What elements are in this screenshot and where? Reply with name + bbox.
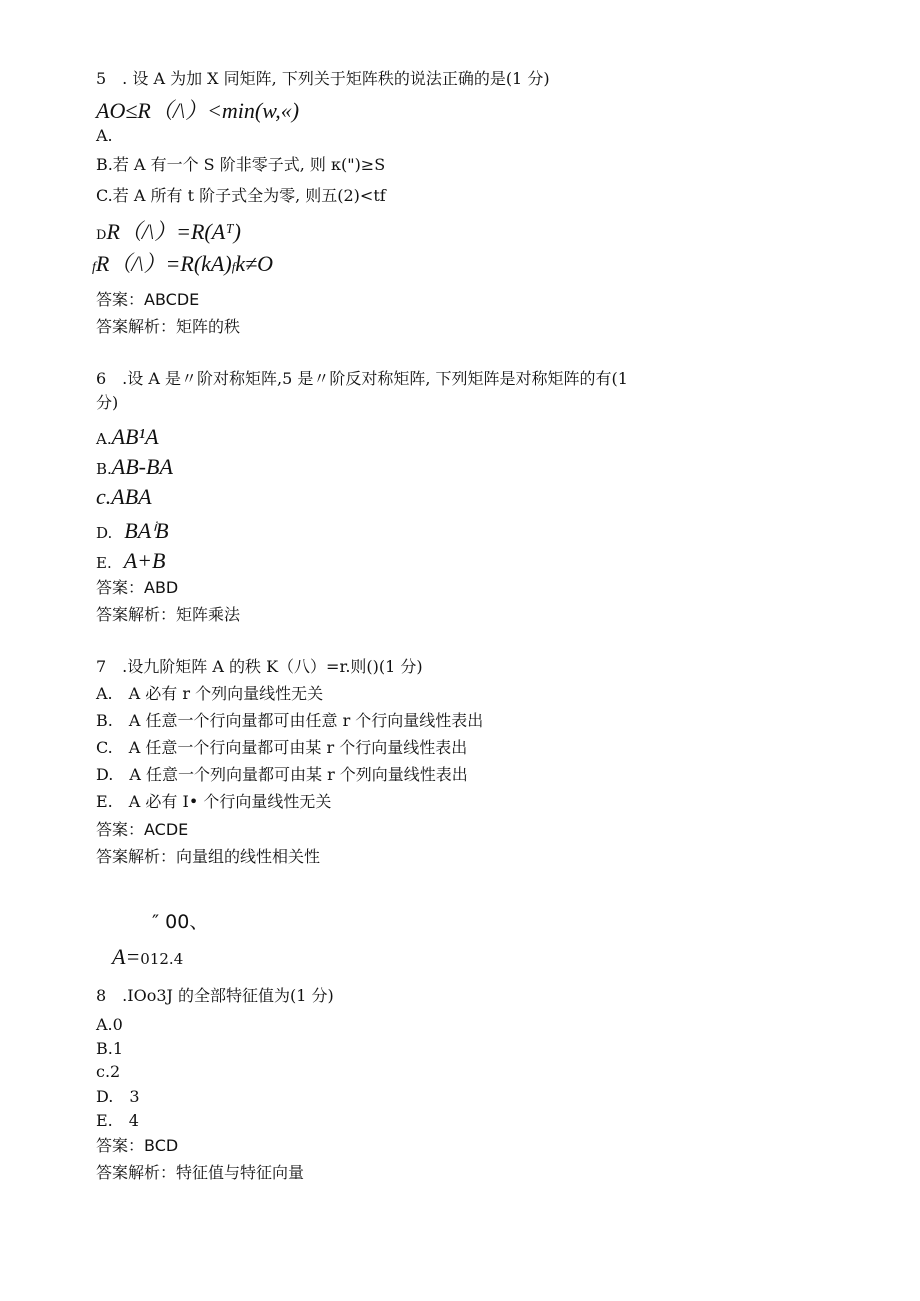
q5-option-e-label: f bbox=[92, 260, 96, 275]
q7-option-c: C. A 任意一个行向量都可由某 r 个行向量线性表出 bbox=[96, 738, 468, 757]
q8-option-d: D. 3 bbox=[96, 1087, 140, 1106]
q8-matrix-left: A= bbox=[112, 944, 141, 969]
q7-option-b: B. A 任意一个行向量都可由任意 r 个行向量线性表出 bbox=[96, 711, 484, 730]
q5-option-e bbox=[92, 251, 273, 281]
q8-stem: 8 .IOo3J 的全部特征值为(1 分) bbox=[96, 986, 334, 1005]
q5-formula-e: R（/\）=R(kA) bbox=[95, 251, 232, 276]
q5-option-b: B.若 A 有一个 S 阶非零子式, 则 κ(")≥S bbox=[96, 155, 386, 174]
q6-stem-line1: 6 .设 A 是〃阶对称矩阵,5 是〃阶反对称矩阵, 下列矩阵是对称矩阵的有(1 bbox=[96, 369, 628, 388]
q6-option-b-formula: AB-BA bbox=[111, 454, 173, 479]
q6-option-b bbox=[96, 454, 173, 480]
q5-option-c: C.若 A 所有 t 阶子式全为零, 则五(2)<tf bbox=[96, 186, 386, 205]
q7-option-e: E. A 必有 I• 个行向量线性无关 bbox=[96, 792, 332, 811]
q8-analysis: 答案解析：特征值与特征向量 bbox=[96, 1163, 305, 1182]
q8-option-e: E. 4 bbox=[96, 1111, 139, 1130]
q7-option-d: D. A 任意一个列向量都可由某 r 个列向量线性表出 bbox=[96, 765, 468, 784]
q8-option-c: c.2 bbox=[96, 1062, 121, 1081]
q7-option-a: A. A 必有 r 个列向量线性无关 bbox=[96, 684, 324, 703]
q5-option-a-label: A. bbox=[96, 126, 113, 145]
q6-option-b-label: B. bbox=[96, 460, 112, 478]
q8-matrix-top: ″ 00、 bbox=[152, 911, 209, 933]
q5-answer: 答案：ABCDE bbox=[96, 290, 200, 309]
q5-formula-d: R（/\）=R(Aᵀ) bbox=[106, 219, 241, 244]
q7-stem: 7 .设九阶矩阵 A 的秩 K（八）=r.则()(1 分) bbox=[96, 657, 423, 676]
q6-option-d bbox=[96, 518, 169, 544]
q5-analysis: 答案解析：矩阵的秩 bbox=[96, 317, 241, 336]
q8-option-a: A.0 bbox=[96, 1015, 123, 1034]
q6-option-d-formula: BAⁱB bbox=[124, 518, 169, 543]
q6-analysis: 答案解析：矩阵乘法 bbox=[96, 605, 241, 624]
q8-matrix-row bbox=[112, 944, 183, 970]
q5-stem: 5 . 设 A 为加 X 同矩阵, 下列关于矩阵秩的说法正确的是(1 分) bbox=[96, 69, 550, 88]
q6-answer: 答案：ABD bbox=[96, 578, 179, 597]
q5-formula-e-tail: k≠O bbox=[235, 251, 274, 276]
q6-option-a-formula: AB¹A bbox=[111, 424, 159, 449]
q7-analysis: 答案解析：向量组的线性相关性 bbox=[96, 847, 321, 866]
q6-option-e-formula: A+B bbox=[123, 548, 166, 573]
q5-formula-e-sub: f bbox=[231, 259, 236, 274]
q6-option-a bbox=[96, 424, 159, 450]
q5-option-d-label: D bbox=[96, 228, 107, 243]
q6-stem-line2: 分) bbox=[96, 393, 119, 412]
q8-matrix-mid: 012.4 bbox=[140, 950, 184, 968]
q5-formula-a: AO≤R（/\）<min(w,«) bbox=[96, 98, 300, 123]
q6-option-e bbox=[96, 548, 165, 574]
q7-answer: 答案：ACDE bbox=[96, 820, 189, 839]
q8-option-b: B.1 bbox=[96, 1039, 124, 1058]
q5-option-d bbox=[96, 219, 241, 246]
q6-option-c: c.ABA bbox=[96, 484, 152, 509]
q8-answer: 答案：BCD bbox=[96, 1136, 179, 1155]
q6-option-d-label: D. bbox=[96, 524, 113, 542]
q6-option-a-label: A. bbox=[96, 430, 112, 448]
q6-option-e-label: E. bbox=[96, 554, 112, 572]
